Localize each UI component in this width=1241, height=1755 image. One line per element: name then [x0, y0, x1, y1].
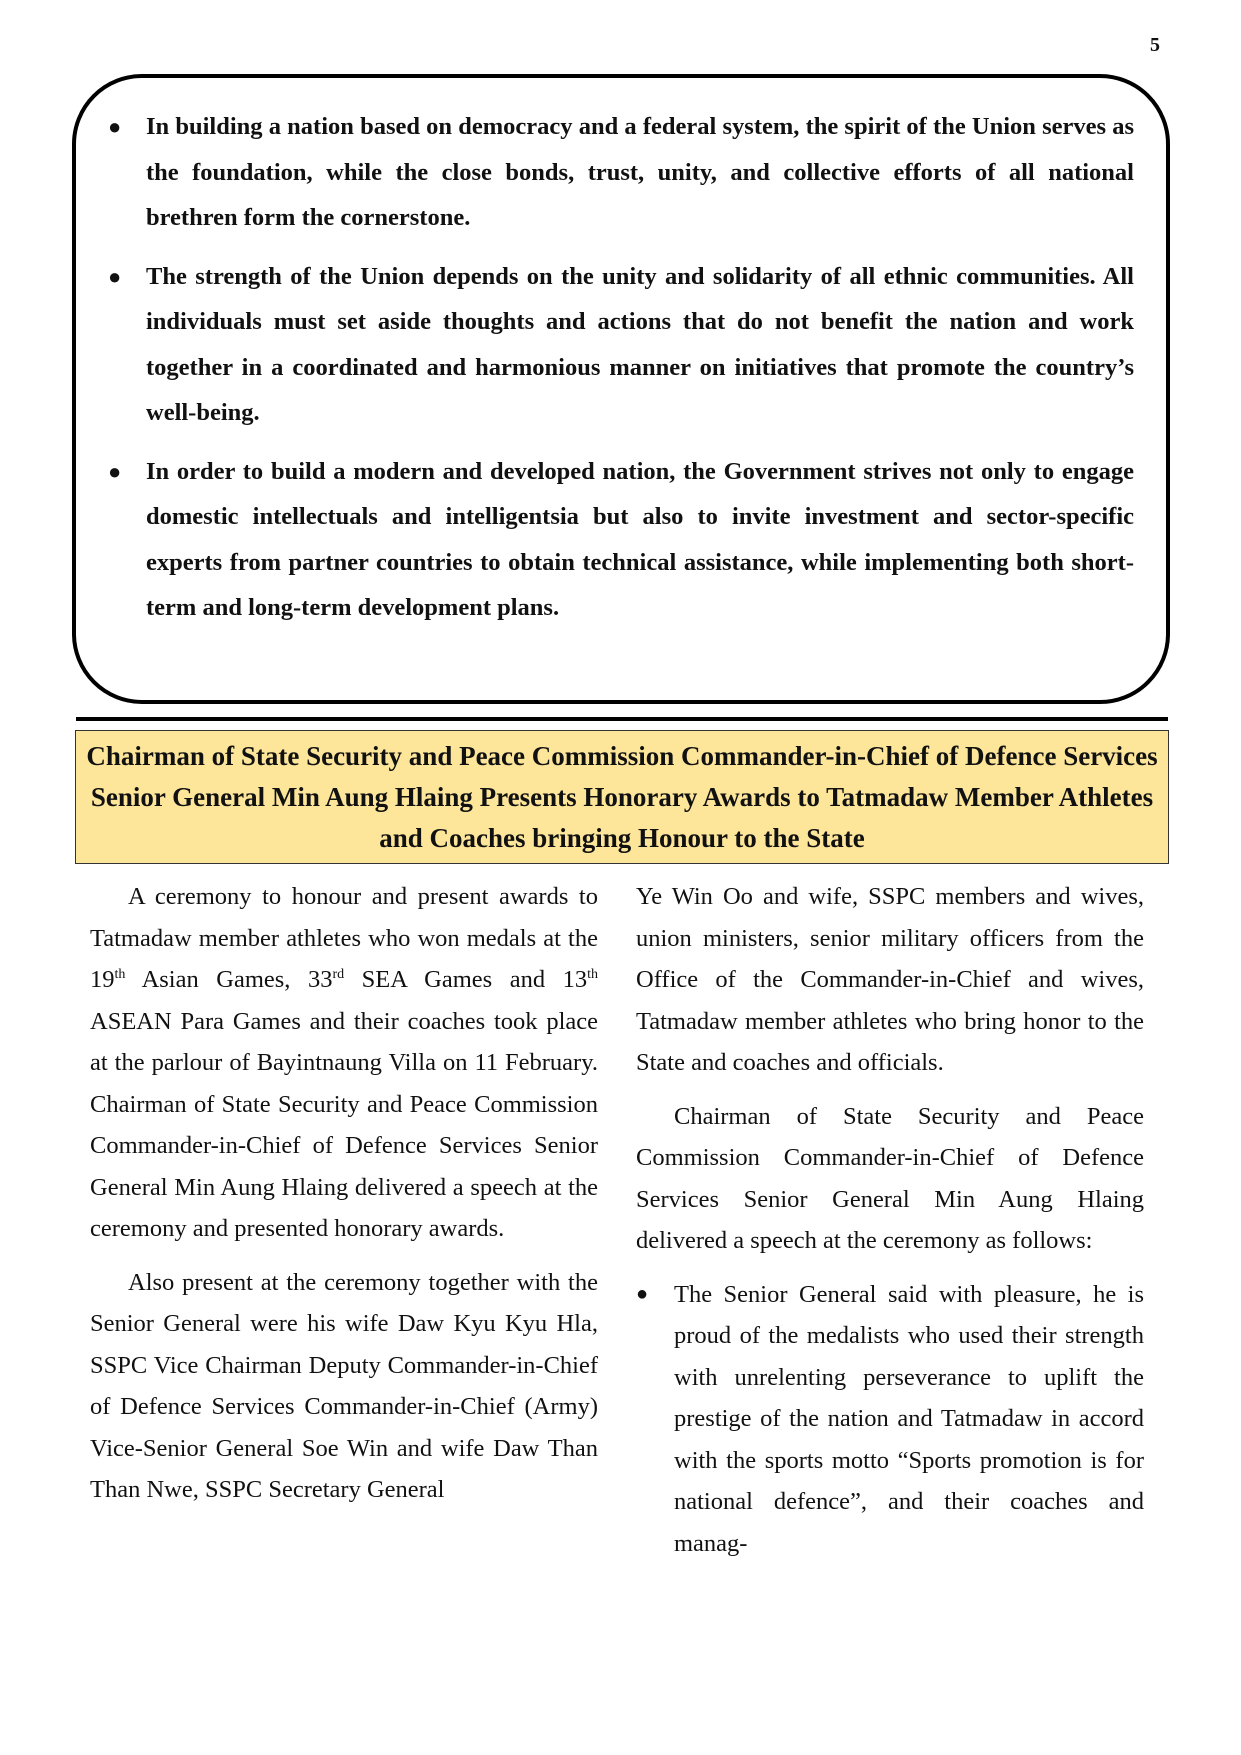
article-column-left [90, 876, 598, 1523]
key-point: ● In building a nation based on democracy and a federal system, the spirit of the Union serves as the foundation, while the close bonds, trust, unity, and collective efforts of all national brethren form the cornerstone. [106, 104, 1134, 241]
key-point: ● In order to build a modern and developed nation, the Government strives not only to engage domestic intellectuals and intelligentsia but also to invite investment and sector-specific experts from partner countries to obtain technical assistance, while implementing both short-term and long-term development plans. [106, 449, 1134, 631]
key-points-box [72, 74, 1170, 704]
paragraph: Also present at the ceremony together with the Senior General were his wife Daw Kyu Kyu Hla, SSPC Vice Chairman Deputy Commander-in-Chief of Defence Services Commander-in-Chief (Army) Vice-Senior General Soe Win and wife Daw Than Than Nwe, SSPC Secretary General [90, 1268, 598, 1503]
speech-point: ● The Senior General said with pleasure, he is proud of the medalists who used their strength with unrelenting perseverance to uplift the prestige of the nation and Tatmadaw in accord with the sports motto “Sports promotion is for national defence”, and their coaches and manag- [636, 1274, 1144, 1565]
paragraph-continued: Ye Win Oo and wife, SSPC members and wives, union ministers, senior military officers from the Office of the Commander-in-Chief and wives, Tatmadaw member athletes who bring honor to the State and coaches and officials. [636, 883, 1144, 1076]
page-number: 5 [1150, 34, 1160, 56]
bullet-icon: ● [108, 263, 122, 289]
key-points-list [106, 104, 1134, 644]
article-column-right [636, 876, 1144, 1564]
article-headline: Chairman of State Security and Peace Commission Commander-in-Chief of Defence Services Senior General Min Aung Hlaing Presents Honorary Awards to Tatmadaw Member Athletes and Coaches bringing Honour to the State [75, 730, 1169, 864]
key-point: ● The strength of the Union depends on the unity and solidarity of all ethnic communities. All individuals must set aside thoughts and actions that do not benefit the nation and work together in a coordinated and harmonious manner on initiatives that promote the country’s well-being. [106, 254, 1134, 436]
paragraph: A ceremony to honour and present awards to Tatmadaw member athletes who won medals at the 19th Asian Games, 33rd SEA Games and 13th ASEAN Para Games and their coaches took place at the parlour of Bayintnaung Villa on 11 February. Chairman of State Security and Peace Commission Commander-in-Chief of Defence Services Senior General Min Aung Hlaing delivered a speech at the ceremony and presented honorary awards. [90, 883, 599, 1242]
section-divider [76, 717, 1168, 721]
bullet-icon: ● [108, 114, 122, 139]
bullet-icon: ● [108, 458, 122, 484]
bullet-icon: ● [636, 1282, 649, 1305]
paragraph: Chairman of State Security and Peace Commission Commander-in-Chief of Defence Services Senior General Min Aung Hlaing delivered a speech at the ceremony as follows: [636, 1102, 1144, 1254]
speech-points [636, 1274, 1144, 1565]
